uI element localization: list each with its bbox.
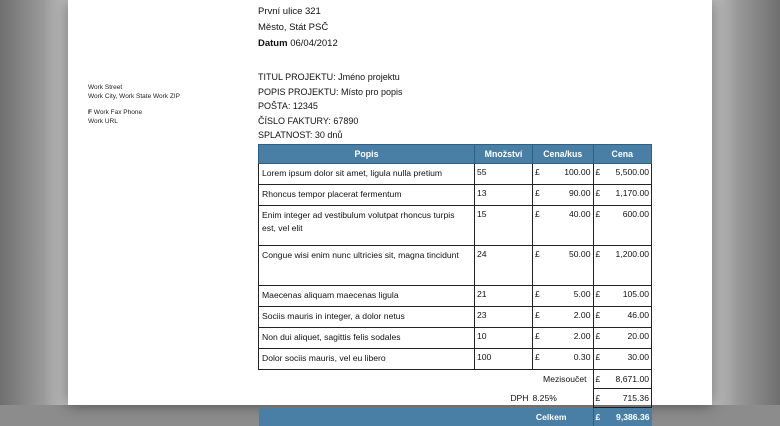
project-description: POPIS PROJEKTU: Místo pro popis — [258, 85, 403, 100]
sender-fax — [88, 108, 180, 117]
row-unit-price: 100.00 — [546, 164, 593, 185]
row-quantity: 55 — [475, 164, 533, 185]
row-quantity: 13 — [475, 185, 533, 206]
row-description: Sociis mauris in integer, a dolor netus — [259, 307, 475, 328]
sender-city: Work City, Work State Work ZIP — [88, 92, 180, 101]
row-quantity: 10 — [475, 328, 533, 349]
row-unit-price: 5.00 — [546, 286, 593, 307]
table-row — [259, 206, 652, 246]
table-row — [259, 328, 652, 349]
date-value: 06/04/2012 — [290, 38, 338, 49]
row-unit-price: 90.00 — [546, 185, 593, 206]
row-quantity: 23 — [475, 307, 533, 328]
row-description: Non dui aliquet, sagittis felis sodales — [259, 328, 475, 349]
project-mail: POŠTA: 12345 — [258, 99, 403, 114]
subtotal-value: 8,671.00 — [607, 370, 652, 389]
currency-symbol: £ — [533, 328, 547, 349]
currency-symbol: £ — [593, 328, 607, 349]
vat-value: 715.36 — [607, 389, 652, 408]
project-due: SPLATNOST: 30 dnů — [258, 128, 403, 143]
row-description: Enim integer ad vestibulum volutpat rhoncus turpis est, vel elit — [259, 206, 475, 246]
invoice-table — [258, 144, 652, 426]
row-unit-price: 0.30 — [546, 349, 593, 370]
table-row — [259, 185, 652, 206]
table-row — [259, 164, 652, 185]
table-row — [259, 286, 652, 307]
row-price: 30.00 — [607, 349, 652, 370]
table-header — [259, 145, 652, 164]
address-street: První ulice 321 — [258, 4, 338, 20]
currency-symbol: £ — [533, 185, 547, 206]
invoice-page — [68, 0, 712, 405]
row-price: 20.00 — [607, 328, 652, 349]
row-description: Maecenas aliquam maecenas ligula — [259, 286, 475, 307]
recipient-address — [258, 4, 338, 52]
total-label: Celkem — [259, 408, 594, 426]
currency-symbol: £ — [533, 349, 547, 370]
subtotal-row — [259, 370, 652, 389]
currency-symbol: £ — [593, 389, 607, 408]
sender-url: Work URL — [88, 117, 180, 126]
row-price: 1,200.00 — [607, 246, 652, 286]
total-row — [259, 408, 652, 426]
currency-symbol: £ — [533, 307, 547, 328]
address-city: Město, Stát PSČ — [258, 20, 338, 36]
row-quantity: 24 — [475, 246, 533, 286]
left-backdrop — [0, 0, 72, 405]
row-unit-price: 2.00 — [546, 307, 593, 328]
currency-symbol: £ — [593, 408, 607, 426]
row-price: 1,170.00 — [607, 185, 652, 206]
row-description: Lorem ipsum dolor sit amet, ligula nulla pretium — [259, 164, 475, 185]
row-description: Congue wisi enim nunc ultricies sit, magna tincidunt — [259, 246, 475, 286]
sender-street: Work Street — [88, 83, 180, 92]
fax-label: F — [88, 109, 92, 116]
currency-symbol: £ — [593, 307, 607, 328]
row-unit-price: 50.00 — [546, 246, 593, 286]
sender-info — [88, 83, 180, 126]
address-date — [258, 36, 338, 52]
date-label: Datum — [258, 38, 288, 49]
total-value: 9,386.36 — [607, 408, 652, 426]
currency-symbol: £ — [593, 246, 607, 286]
currency-symbol: £ — [533, 286, 547, 307]
header-description: Popis — [259, 145, 475, 164]
table-row — [259, 349, 652, 370]
currency-symbol: £ — [593, 164, 607, 185]
table-row — [259, 246, 652, 286]
row-unit-price: 40.00 — [546, 206, 593, 246]
row-price: 600.00 — [607, 206, 652, 246]
currency-symbol: £ — [593, 370, 607, 389]
row-quantity: 100 — [475, 349, 533, 370]
header-quantity: Množství — [475, 145, 533, 164]
row-unit-price: 2.00 — [546, 328, 593, 349]
project-invoice-number: ČÍSLO FAKTURY: 67890 — [258, 114, 403, 129]
fax-value: Work Fax Phone — [94, 109, 142, 116]
project-info — [258, 70, 403, 143]
project-title: TITUL PROJEKTU: Jméno projektu — [258, 70, 403, 85]
row-quantity: 21 — [475, 286, 533, 307]
right-backdrop — [708, 0, 780, 405]
row-price: 46.00 — [607, 307, 652, 328]
subtotal-label: Mezisoučet — [533, 370, 594, 389]
currency-symbol: £ — [533, 164, 547, 185]
row-price: 105.00 — [607, 286, 652, 307]
table-row — [259, 307, 652, 328]
currency-symbol: £ — [593, 206, 607, 246]
row-description: Dolor sociis mauris, vel eu libero — [259, 349, 475, 370]
currency-symbol: £ — [533, 206, 547, 246]
header-price: Cena — [593, 145, 652, 164]
currency-symbol: £ — [593, 349, 607, 370]
row-price: 5,500.00 — [607, 164, 652, 185]
currency-symbol: £ — [533, 246, 547, 286]
vat-rate: 8.25% — [533, 389, 594, 408]
row-quantity: 15 — [475, 206, 533, 246]
currency-symbol: £ — [593, 185, 607, 206]
vat-label: DPH — [475, 389, 533, 408]
row-description: Rhoncus tempor placerat fermentum — [259, 185, 475, 206]
currency-symbol: £ — [593, 286, 607, 307]
header-unit-price: Cena/kus — [533, 145, 594, 164]
